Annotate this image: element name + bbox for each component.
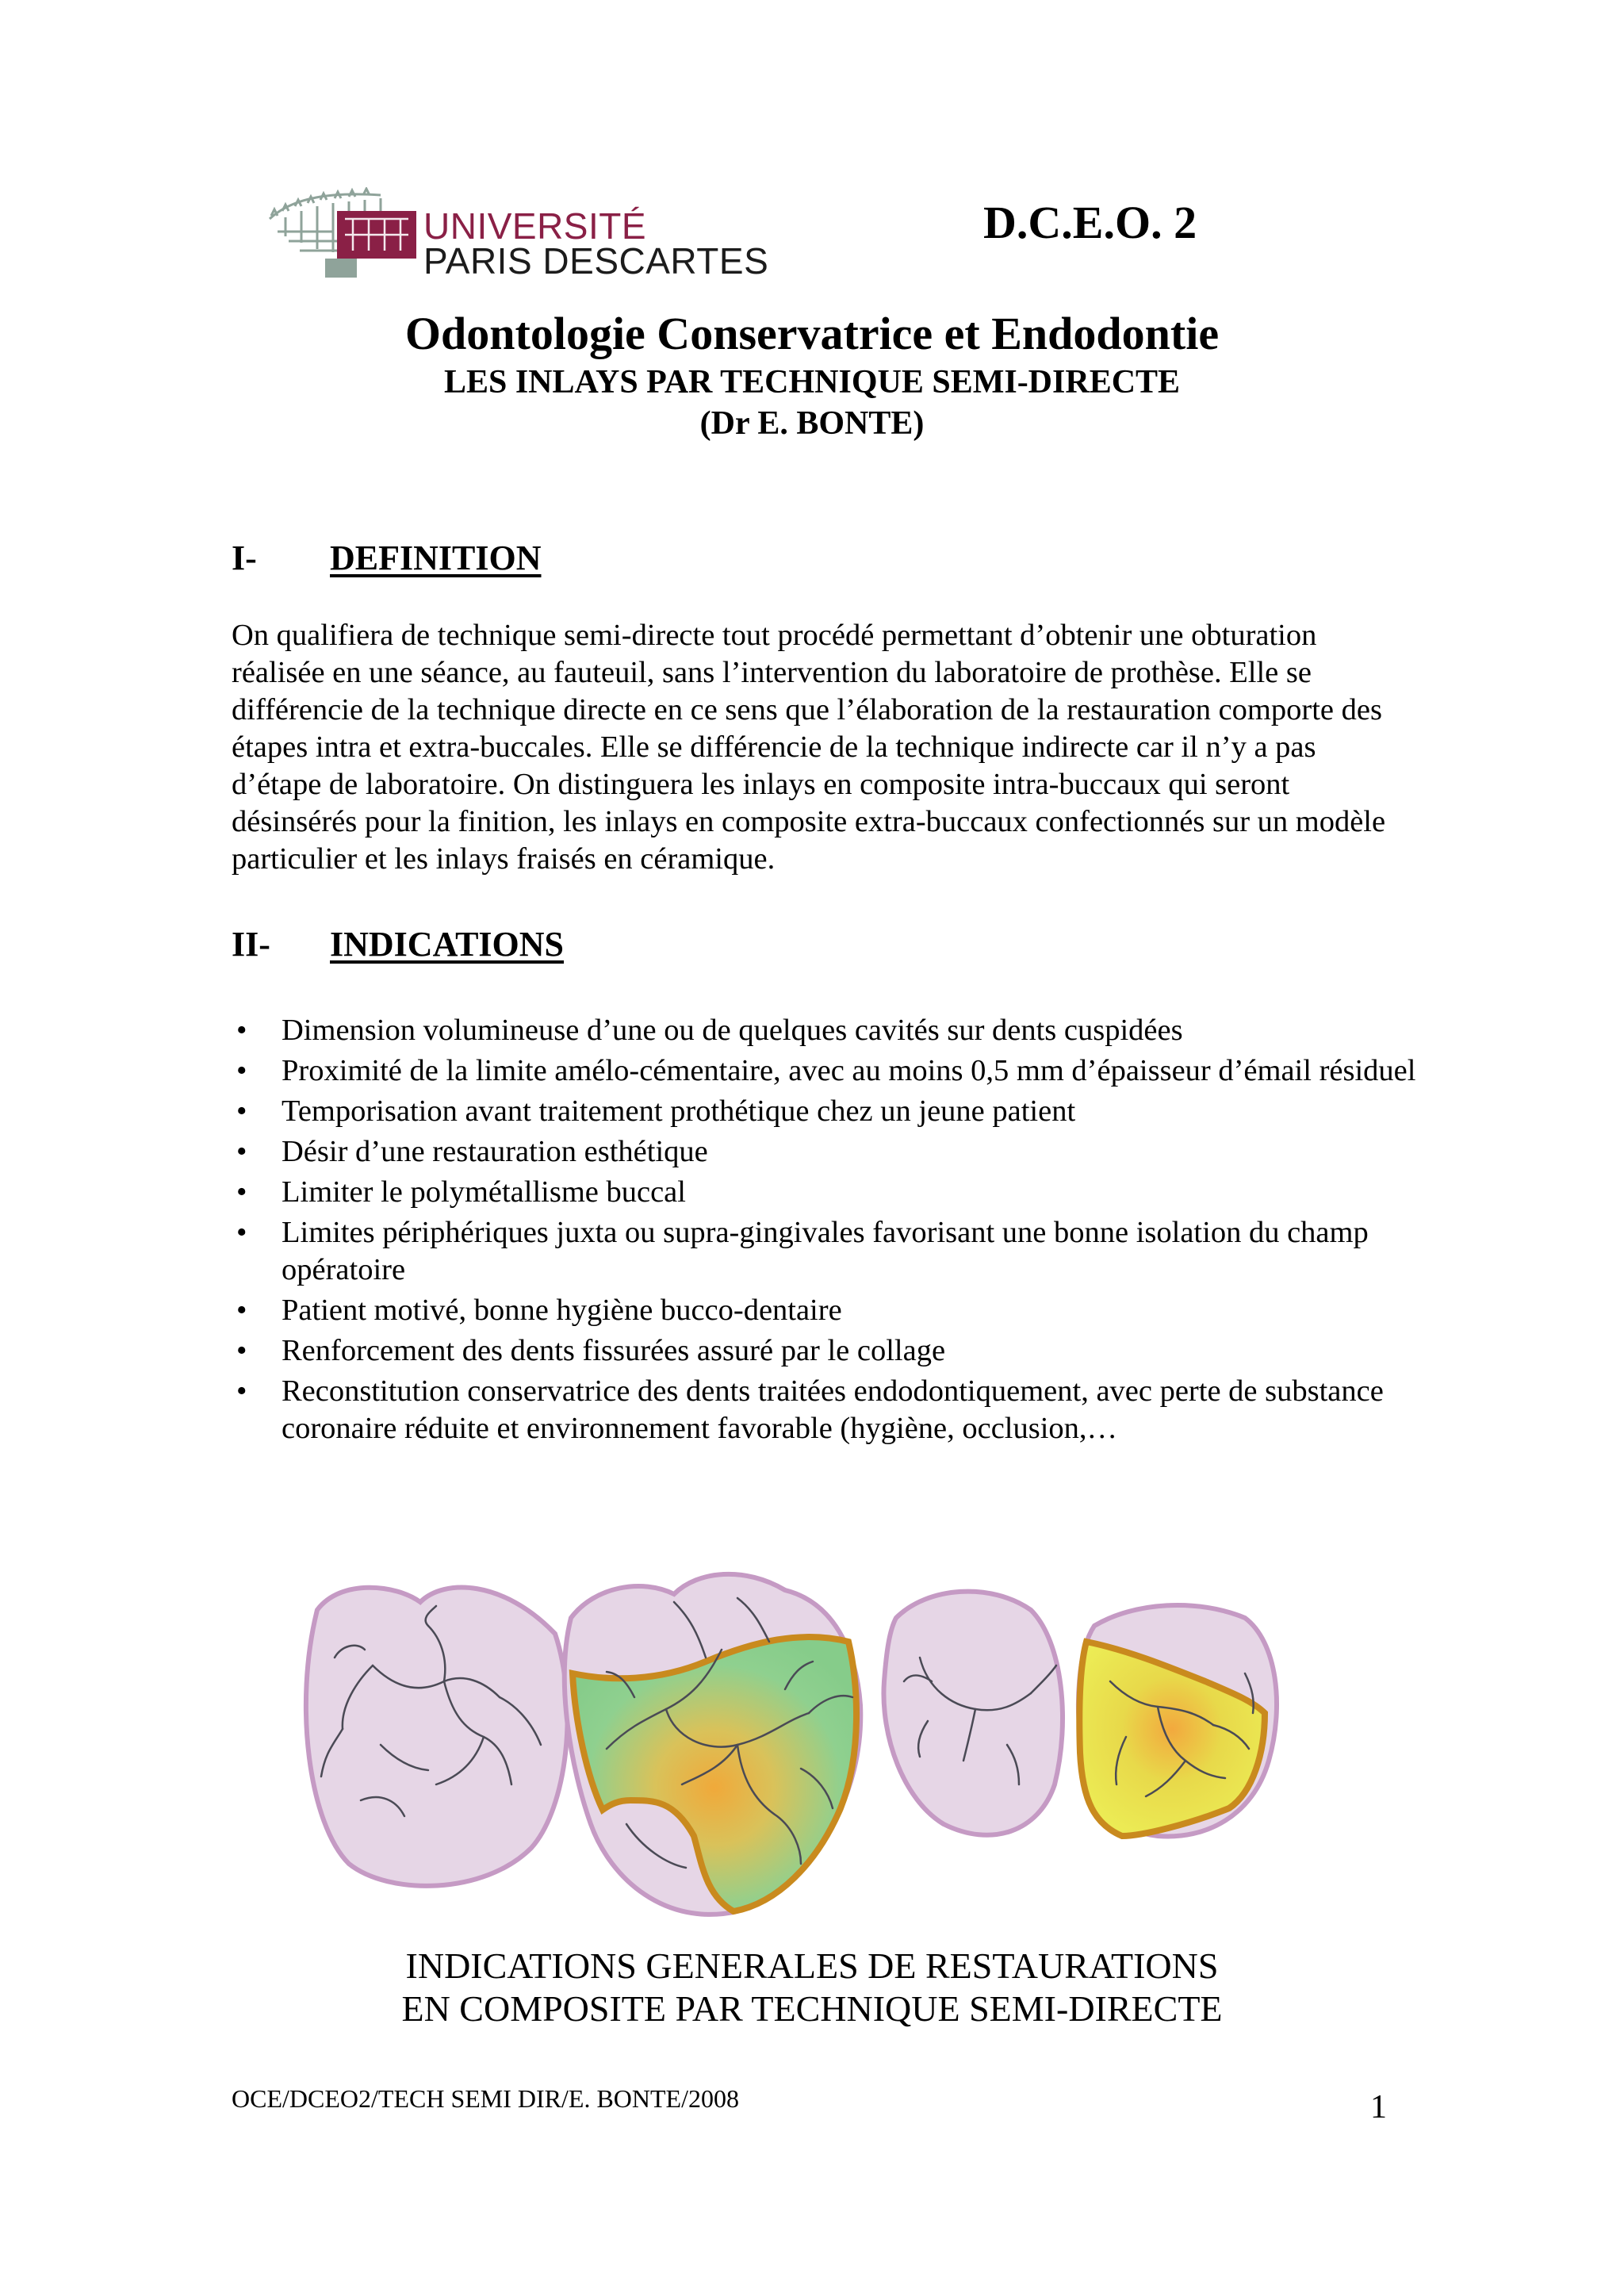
bullet-icon: •: [236, 1135, 247, 1168]
author: (Dr E. BONTE): [699, 405, 925, 442]
section-title: INDICATIONS: [330, 925, 565, 964]
bullet-icon: •: [236, 1294, 247, 1327]
molar-center: [565, 1574, 860, 1915]
molar-left: [306, 1588, 568, 1886]
bullet-icon: •: [236, 1334, 247, 1367]
list-item-text: Renforcement des dents fissurées assuré par le collage: [282, 1334, 946, 1367]
bullet-icon: •: [236, 1094, 247, 1128]
page-title: Odontologie Conservatrice et Endodontie: [404, 308, 1220, 359]
premolar-middle: [883, 1592, 1063, 1835]
section-number: I-: [232, 539, 257, 577]
teeth-illustration: [293, 1562, 1340, 1924]
indications-list: [232, 1012, 1421, 1451]
list-item: [232, 1292, 1421, 1329]
list-item: [232, 1133, 1421, 1171]
list-item-text: Limites périphériques juxta ou supra-gingivales favorisant une bonne isolation du champ opératoire: [282, 1216, 1369, 1286]
caption-line1: INDICATIONS GENERALES DE RESTAURATIONS: [405, 1945, 1219, 1986]
figure-caption: [0, 1945, 1624, 2030]
list-item: [232, 1373, 1421, 1447]
section-title: DEFINITION: [330, 539, 542, 577]
bullet-icon: •: [236, 1175, 247, 1209]
list-item-text: Désir d’une restauration esthétique: [282, 1135, 708, 1168]
list-item-text: Dimension volumineuse d’une ou de quelques cavités sur dents cuspidées: [282, 1014, 1183, 1047]
footer-reference: OCE/DCEO2/TECH SEMI DIR/E. BONTE/2008: [232, 2084, 739, 2113]
list-item: [232, 1214, 1421, 1289]
list-item-text: Temporisation avant traitement prothétique chez un jeune patient: [282, 1094, 1076, 1128]
definition-paragraph: On qualifiera de technique semi-directe tout procédé permettant d’obtenir une obturation réalisée en une séance, au fauteuil, sans l’intervention du laboratoire de prothèse. Elle se différencie de la technique directe en ce sens que l’élaboration de la restauration comporte des étapes intra et extra-buccales. Elle se différencie de la technique indirecte car il n’y a pas d’étape de laboratoire. On distinguera les inlays en composite intra-buccaux qui seront désinsérés pour la finition, les inlays en composite extra-buccaux confectionnés sur un modèle particulier et les inlays fraisés en céramique.: [232, 619, 1386, 876]
logo-text-line1: UNIVERSITÉ: [423, 205, 647, 247]
logo-text-line2: PARIS DESCARTES: [423, 240, 769, 282]
section-heading-definition: [232, 536, 866, 581]
section-heading-indications: [232, 922, 866, 967]
list-item-text: Patient motivé, bonne hygiène bucco-dentaire: [282, 1294, 842, 1327]
list-item: [232, 1052, 1421, 1090]
list-item-text: Proximité de la limite amélo-cémentaire, avec au moins 0,5 mm d’épaisseur d’émail résiduel: [282, 1054, 1416, 1087]
page-subtitle: LES INLAYS PAR TECHNIQUE SEMI-DIRECTE: [443, 364, 1181, 401]
bullet-icon: •: [236, 1014, 247, 1047]
document-code: D.C.E.O. 2: [983, 197, 1197, 248]
section-number: II-: [232, 925, 270, 964]
page-number: 1: [1370, 2089, 1387, 2125]
list-item-text: Reconstitution conservatrice des dents traitées endodontiquement, avec perte de substance coronaire réduite et environnement favorable (hygiène, occlusion,…: [282, 1374, 1384, 1445]
list-item: [232, 1332, 1421, 1370]
list-item: [232, 1174, 1421, 1211]
list-item: [232, 1012, 1421, 1049]
list-item-text: Limiter le polymétallisme buccal: [282, 1175, 686, 1209]
list-item: [232, 1093, 1421, 1130]
title-block: [0, 306, 1624, 444]
bullet-icon: •: [236, 1216, 247, 1249]
logo-tree-icon: [262, 187, 420, 281]
university-logo: [262, 187, 769, 282]
caption-line2: EN COMPOSITE PAR TECHNIQUE SEMI-DIRECTE: [401, 1988, 1223, 2029]
premolar-right: [1078, 1605, 1277, 1837]
bullet-icon: •: [236, 1054, 247, 1087]
bullet-icon: •: [236, 1374, 247, 1408]
